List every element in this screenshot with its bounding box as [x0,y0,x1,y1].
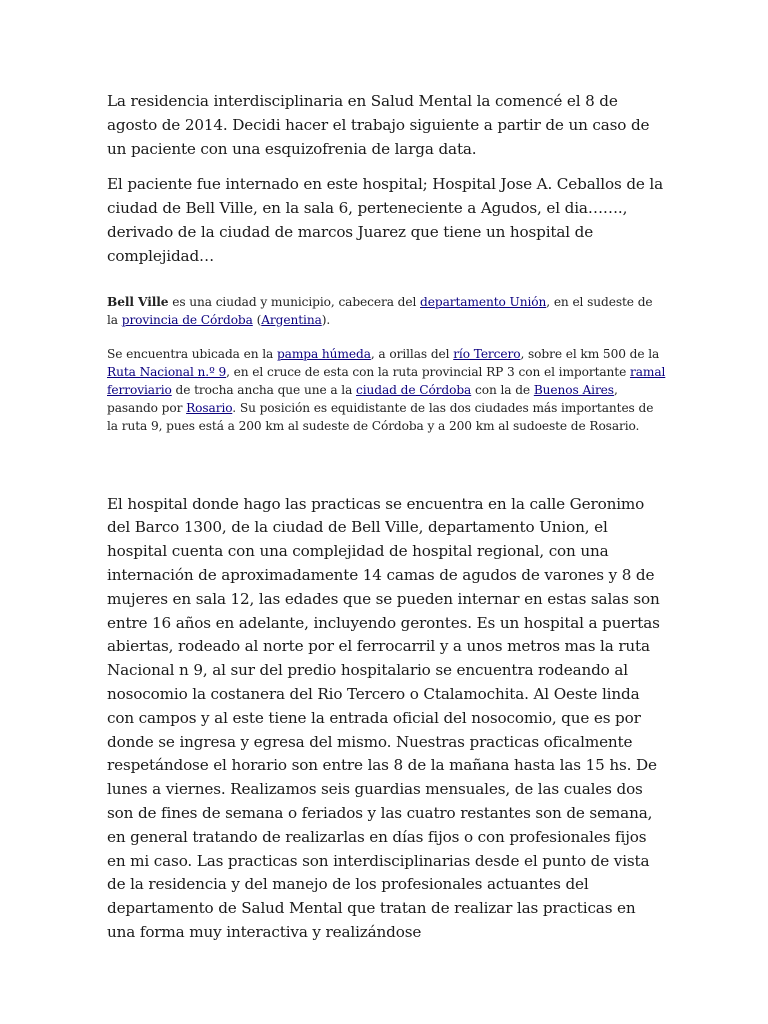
link-departamento-union[interactable]: departamento Unión [420,294,547,309]
link-provincia-cordoba[interactable]: provincia de Córdoba [121,312,253,327]
link-ruta-nacional-9[interactable]: Ruta Nacional n.º 9 [107,364,227,379]
link-ramal-ferroviario[interactable]: ramal ferroviario [107,364,666,397]
quote-text: ( [252,312,262,327]
quote-text: es una ciudad y municipio, cabecera del [168,294,421,309]
quote-text: . Su posición es equidistante de las dos ciudades más importantes de la ruta 9, pues está a 200 km al sudeste de Córdoba y a 200 km al sudoeste de Rosario. [107,400,654,433]
patient-paragraph: El paciente fue internado en este hospital; Hospital Jose A. Ceballos de la ciudad de Bell Ville, en la sala 6, perteneciente a Agudos, el dia……., derivado de la ciudad de marcos Juarez que tiene un hospital de complejidad… [107,175,664,265]
quote-text: de trocha ancha que une a la [171,382,357,397]
quote-text: , a orillas del [370,346,454,361]
quote-text: ). [321,312,331,327]
location-quote-paragraph [107,345,667,435]
link-rosario[interactable]: Rosario [186,400,233,415]
intro-paragraph: La residencia interdisciplinaria en Salud Mental la comencé el 8 de agosto de 2014. Decidi hacer el trabajo siguiente a partir de un caso de un paciente con una esquizofrenia de larga data. [107,92,650,158]
link-ciudad-cordoba[interactable]: ciudad de Córdoba [356,382,472,397]
quote-text: , pasando por [107,382,618,415]
quote-text: Se encuentra ubicada en la [107,346,277,361]
hospital-description-paragraph: El hospital donde hago las practicas se encuentra en la calle Geronimo del Barco 1300, de la ciudad de Bell Ville, departamento Union, el hospital cuenta con una complejidad de hospital regional, con una internación de aproximadamente 14 camas de agudos de varones y 8 de mujeres en sala 12, las edades que se pueden internar en estas salas son entre 16 años en adelante, incluyendo gerontes. Es un hospital a puertas abiertas, rodeado al norte por el ferrocarril y a unos metros mas la ruta Nacional n 9, al sur del predio hospitalario se encuentra rodeando al nosocomio la costanera del Rio Tercero o Ctalamochita. Al Oeste linda con campos y al este tiene la entrada oficial del nosocomio, que es por donde se ingresa y egresa del mismo. Nuestras practicas oficalmente respetándose el horario son entre las 8 de la mañana hasta las 15 hs. De lunes a viernes. Realizamos seis guardias mensuales, de las cuales dos son de fines de semana o feriados y las cuatro restantes son de semana, en general tratando de realizarlas en días fijos o con profesionales fijos en mi caso. Las practicas son interdisciplinarias desde el punto de vista de la residencia y del manejo de los profesionales actuantes del departamento de Salud Mental que tratan de realizar las practicas en una forma muy interactiva y realizándose [107,494,660,941]
link-argentina[interactable]: Argentina [261,312,322,327]
quote-text: con la de [471,382,534,397]
link-pampa-humeda[interactable]: pampa húmeda [276,346,371,361]
bell-ville-bold: Bell Ville [107,294,169,309]
link-rio-tercero[interactable]: río Tercero [453,346,521,361]
document-page [107,90,667,945]
quote-text: , en el cruce de esta con la ruta provincial RP 3 con el importante [226,364,630,379]
quote-text: , sobre el km 500 de la [520,346,660,361]
link-buenos-aires[interactable]: Buenos Aires [533,382,614,397]
bell-ville-quote-paragraph [107,293,667,329]
quote-text: , en el sudeste de la [107,294,653,327]
